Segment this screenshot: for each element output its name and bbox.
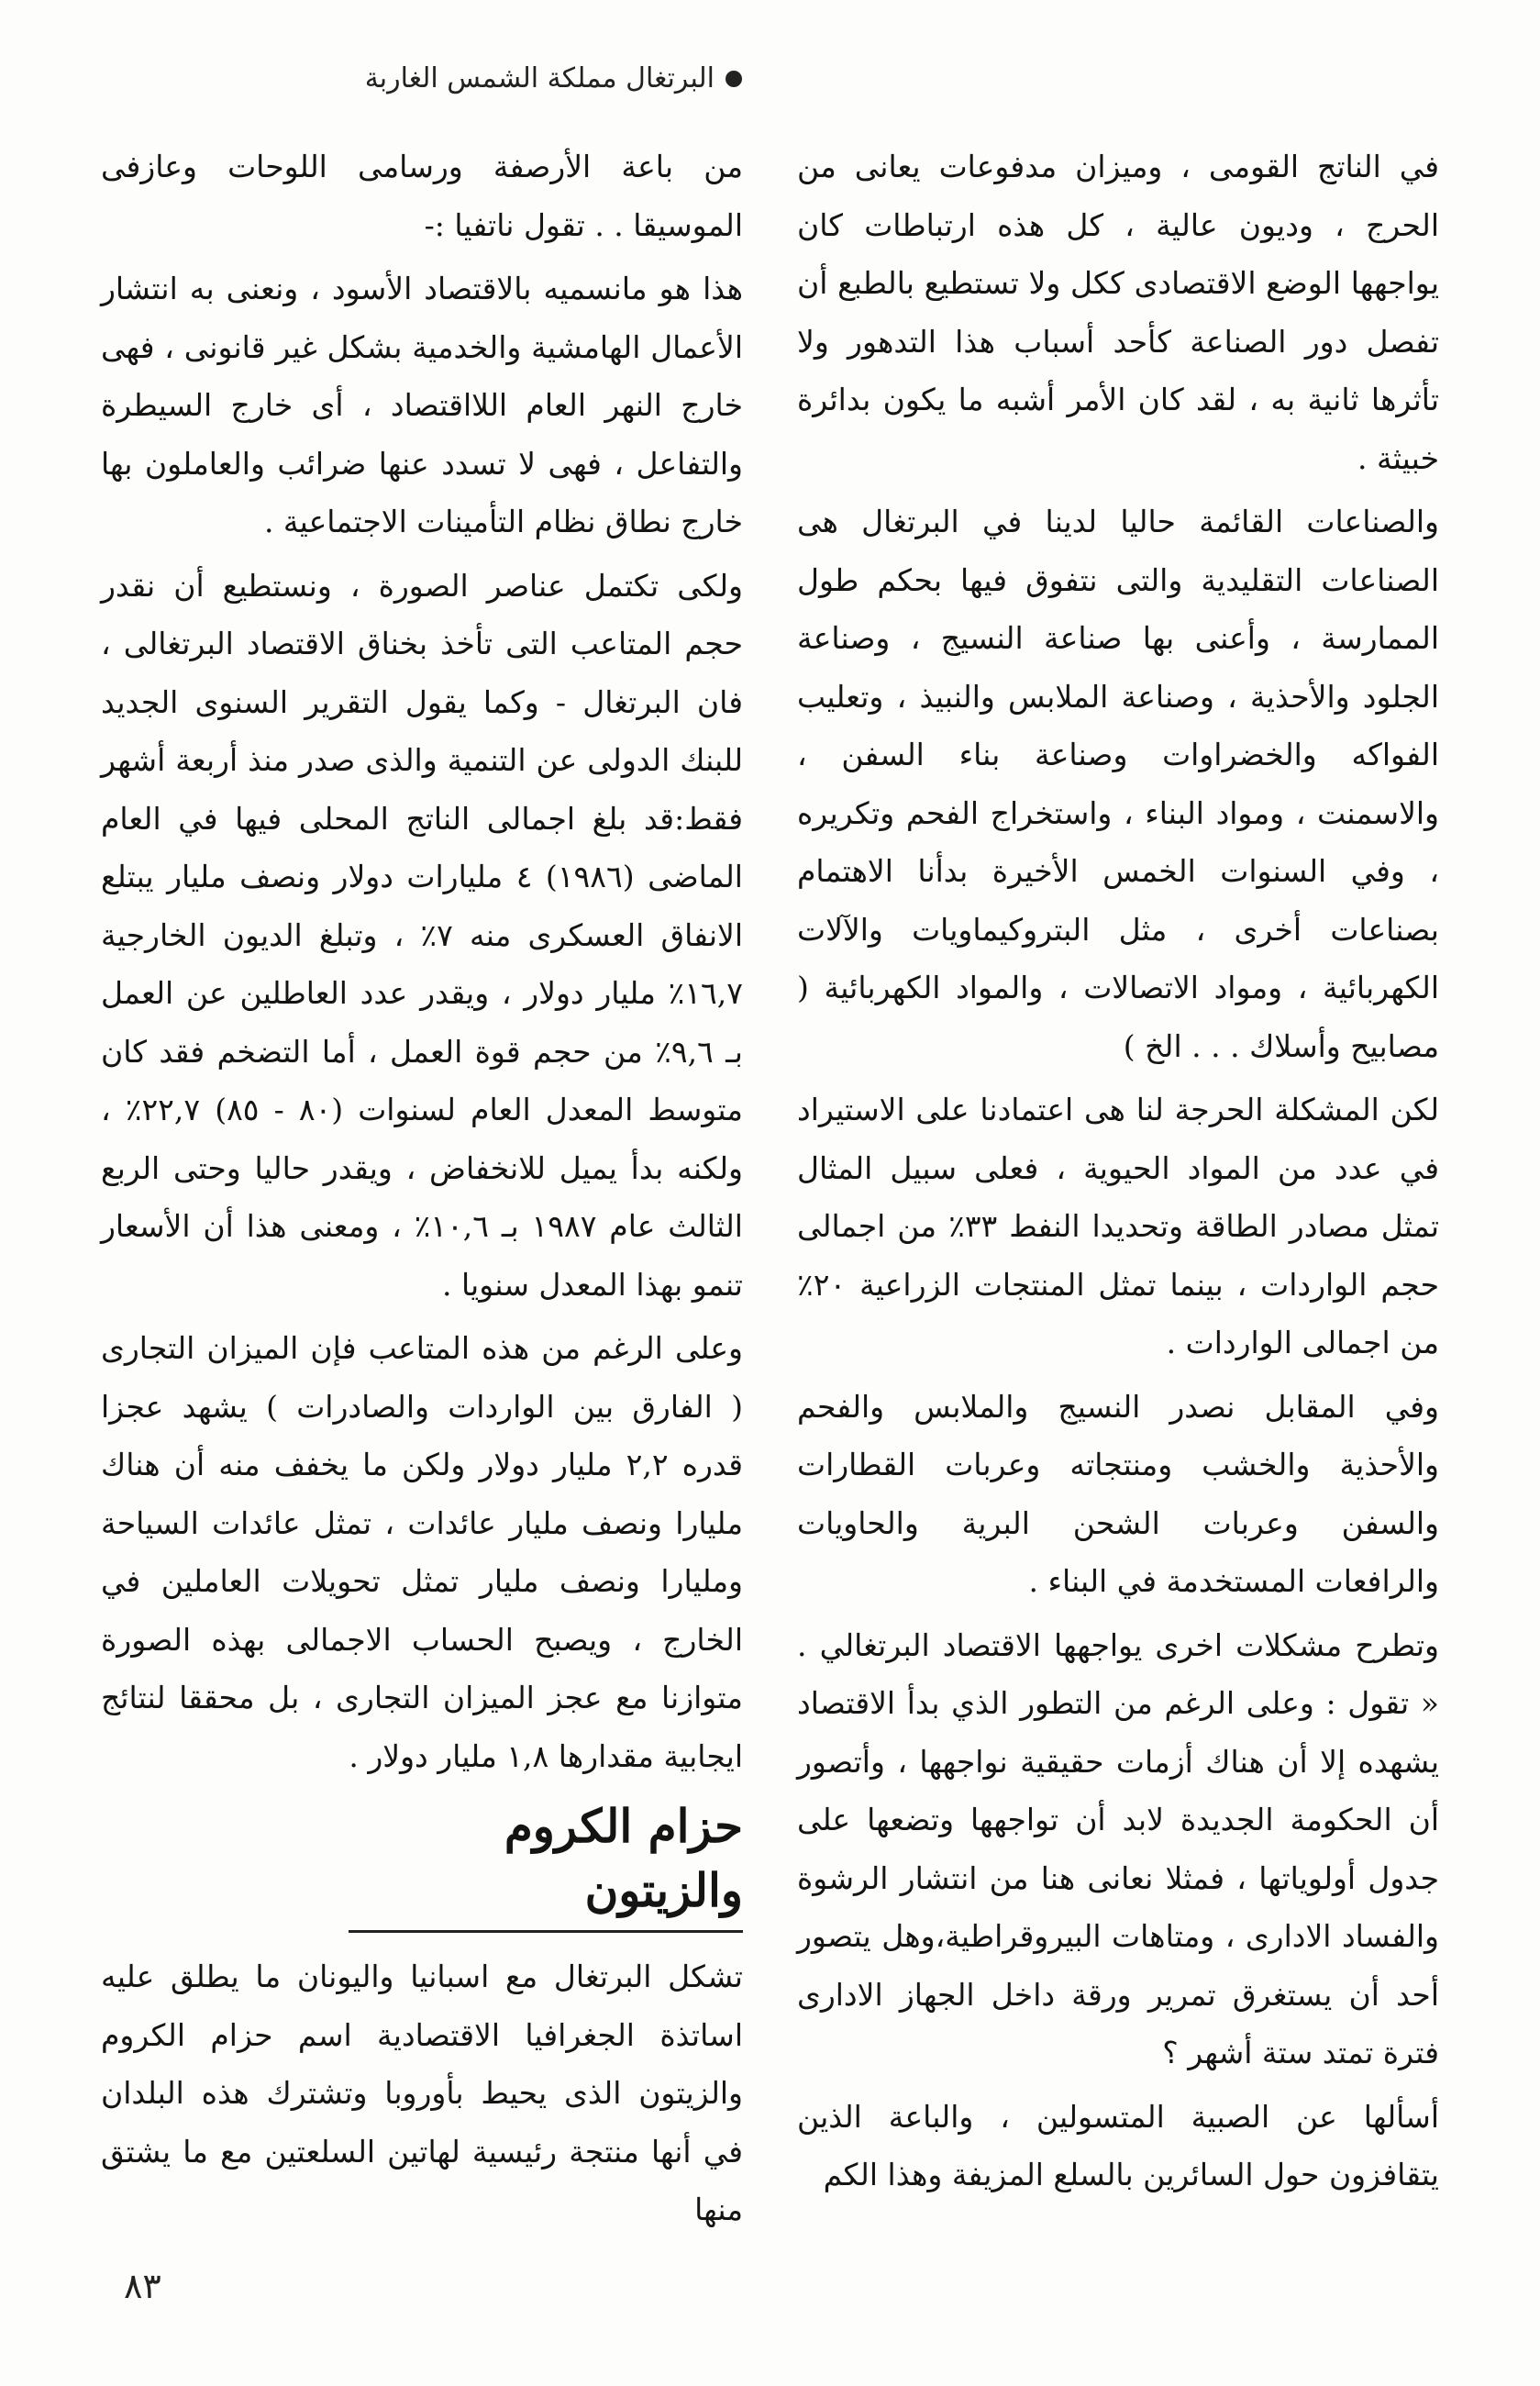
paragraph: ولكى تكتمل عناصر الصورة ، ونستطيع أن نقدر حجم المتاعب التى تأخذ بخناق الاقتصاد البرتغالى ، فان البرتغال - وكما يقول التقرير السنوى الجديد للبنك الدولى عن التنمية والذى صدر منذ أربعة أشهر فقط:قد بلغ اجمالى الناتج المحلى فيها في العام الماضى (١٩٨٦) ٤ مليارات دولار ونصف مليار يبتلع الانفاق العسكرى منه ٧٪ ، وتبلغ الديون الخارجية ١٦,٧٪ مليار دولار ، ويقدر عدد العاطلين عن العمل بـ ٩,٦٪ من حجم قوة العمل ، أما التضخم فقد كان متوسط المعدل العام لسنوات (٨٠ - ٨٥) ٢٢,٧٪ ، ولكنه بدأ يميل للانخفاض ، ويقدر حاليا وحتى الربع الثالث عام ١٩٨٧ بـ ١٠,٦٪ ، ومعنى هذا أن الأسعار تنمو بهذا المعدل سنويا . (101, 567, 743, 1303)
running-head (365, 62, 742, 94)
paragraph: وتطرح مشكلات اخرى يواجهها الاقتصاد البرتغالي . « تقول : وعلى الرغم من التطور الذي بدأ الاقتصاد يشهده إلا أن هناك أزمات حقيقية نواجهها ، وأتصور أن الحكومة الجديدة لابد أن تواجهها وتضعها على جدول أولوياتها ، فمثلا نعانى هنا من انتشار الرشوة والفساد الادارى ، ومتاهات البيروقراطية،وهل يتصور أحد أن يستغرق تمرير ورقة داخل الجهاز الادارى فترة تمتد ستة أشهر ؟ (797, 1626, 1439, 2070)
paragraph: والصناعات القائمة حاليا لدينا في البرتغال هى الصناعات التقليدية والتى نتفوق فيها بحكم طول الممارسة ، وأعنى بها صناعة النسيج ، وصناعة الجلود والأحذية ، وصناعة الملابس والنبيذ ، وتعليب الفواكه والخضراوات وصناعة بناء السفن ، والاسمنت ، ومواد البناء ، واستخراج الفحم وتكريره ، وفي السنوات الخمس الأخيرة بدأنا الاهتمام بصناعات أخرى ، مثل البتروكيماويات والآلات الكهربائية ، ومواد الاتصالات ، والمواد الكهربائية ( مصابيح وأسلاك . . . الخ ) (797, 504, 1439, 1064)
paragraph: أسألها عن الصبية المتسولين ، والباعة الذين يتقافزون حول السائرين بالسلع المزيفة وهذا الكم (797, 2098, 1439, 2192)
right-column (797, 138, 1439, 2210)
paragraph: هذا هو مانسميه بالاقتصاد الأسود ، ونعنى به انتشار الأعمال الهامشية والخدمية بشكل غير قانونى ، فهى خارج النهر العام اللااقتصاد ، أى خارج السيطرة والتفاعل ، فهى لا تسدد عنها ضرائب والعاملون بها خارج نطاق نظام التأمينات الاجتماعية . (101, 271, 743, 539)
paragraph: من باعة الأرصفة ورسامى اللوحات وعازفى الموسيقا . . تقول ناتفيا :- (101, 149, 743, 243)
page-number: ٨٣ (124, 2266, 161, 2306)
paragraph: وفي المقابل نصدر النسيج والملابس والفحم والأحذية والخشب ومنتجاته وعربات القطارات والسفن وعربات الشحن البرية والحاويات والرافعات المستخدمة في البناء . (797, 1388, 1439, 1599)
paragraph: لكن المشكلة الحرجة لنا هى اعتمادنا على الاستيراد في عدد من المواد الحيوية ، فعلى سبيل المثال تمثل مصادر الطاقة وتحديدا النفط ٣٣٪ من اجمالى حجم الواردات ، بينما تمثل المنتجات الزراعية ٢٠٪ من اجمالى الواردات . (797, 1092, 1439, 1360)
paragraph: تشكل البرتغال مع اسبانيا واليونان ما يطلق عليه اساتذة الجغرافيا الاقتصادية اسم حزام الكروم والزيتون الذى يحيط بأوروبا وتشترك هذه البلدان في أنها منتجة رئيسية لهاتين السلعتين مع ما يشتق منها (101, 1959, 743, 2227)
section-title: حزام الكروم والزيتون (349, 1794, 743, 1933)
paragraph: وعلى الرغم من هذه المتاعب فإن الميزان التجارى ( الفارق بين الواردات والصادرات ) يشهد عجزا قدره ٢,٢ مليار دولار ولكن ما يخفف منه أن هناك مليارا ونصف مليار عائدات ، تمثل عائدات السياحة ومليارا ونصف مليار تمثل تحويلات العاملين في الخارج ، ويصبح الحساب الاجمالى بهذه الصورة متوازنا مع عجز الميزان التجارى ، بل محققا لنتائج ايجابية مقدارها ١,٨ مليار دولار . (101, 1330, 743, 1774)
left-column (101, 138, 743, 2245)
running-head-text: البرتغال مملكة الشمس الغاربة (364, 62, 715, 94)
paragraph: في الناتج القومى ، وميزان مدفوعات يعانى من الحرج ، وديون عالية ، كل هذه ارتباطات كان يواجهها الوضع الاقتصادى ككل ولا تستطيع بالطبع أن تفصل دور الصناعة كأحد أسباب هذا التدهور ولا تأثرها ثانية به ، لقد كان الأمر أشبه ما يكون بدائرة خبيثة . (797, 149, 1439, 476)
bullet-icon (726, 71, 742, 87)
